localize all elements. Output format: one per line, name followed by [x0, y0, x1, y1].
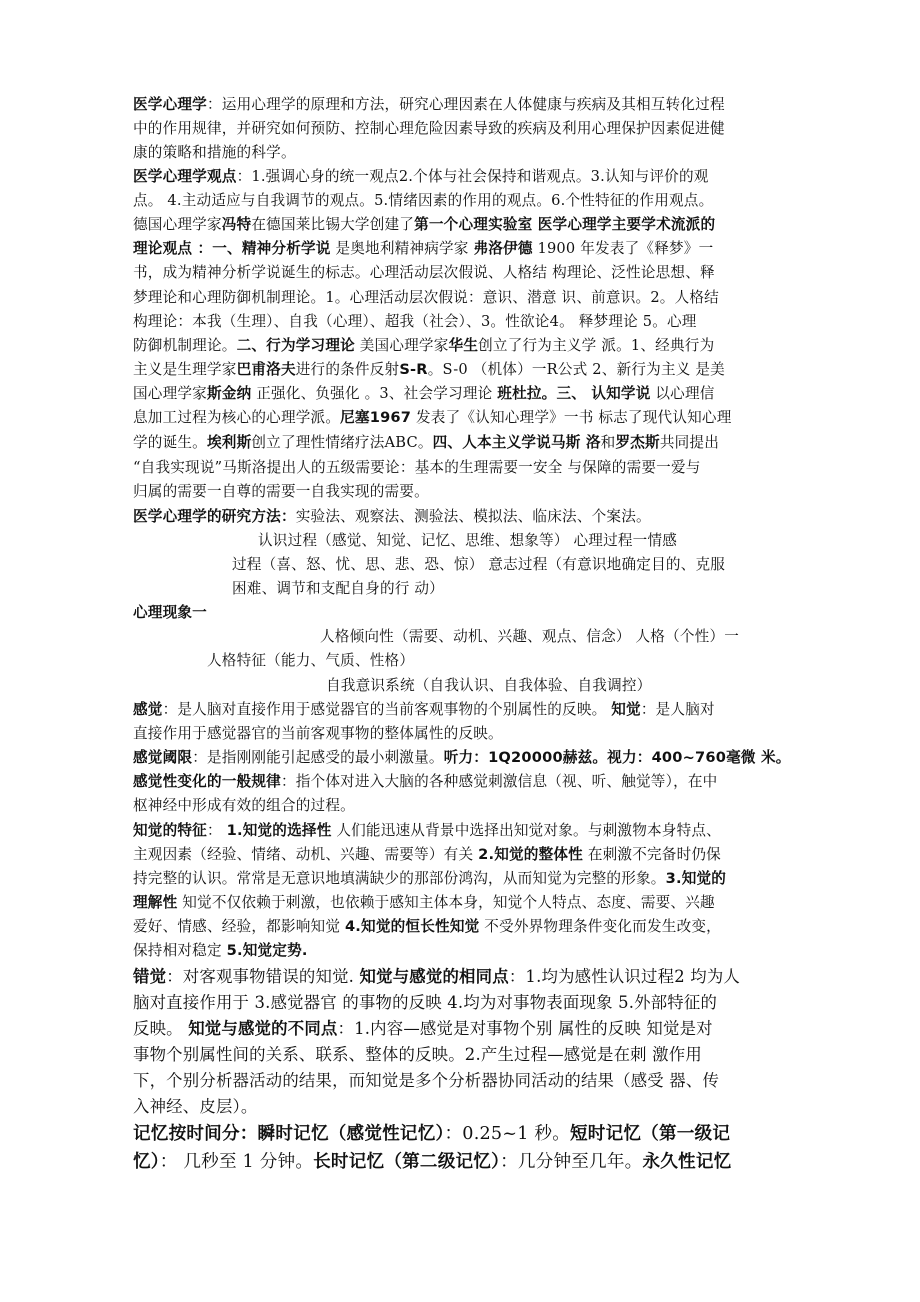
term-research-methods: 医学心理学的研究方法：: [133, 508, 296, 525]
text-line: [133, 263, 715, 283]
text-line: [133, 821, 721, 841]
text-span: 持完整的认识。常常是无意识地填满缺少的那部份鸿沟，从而知觉为完整的形象。: [133, 870, 666, 887]
text-span: 困难、调节和支配自身的行 动）: [232, 580, 444, 597]
text-span: 书，成为精神分析学说诞生的标志。心理活动层次假说、人格结 构理论、泛性论思想、释: [133, 264, 715, 281]
text-span: 梦理论和心理防御机制理论。1。心理活动层次假说：意识、潜意 识、前意识。2。人格结: [133, 289, 719, 306]
term-first-lab: 第一个心理实验室 医学心理学主要学术流派的: [414, 216, 716, 233]
term-bandura: 班杜拉。三、 认知学说: [497, 385, 651, 402]
text-line: [133, 408, 732, 428]
term-short-term: 短时记忆（第一级记: [569, 1124, 731, 1144]
term-perception: 知觉: [611, 701, 641, 718]
text-line: [232, 579, 444, 599]
text-line: [133, 239, 713, 259]
text-line: [133, 845, 721, 865]
text-line: [133, 796, 355, 816]
text-span: 美国心理学家: [354, 337, 449, 354]
term-illusion: 错觉: [133, 967, 167, 986]
text-line: [133, 869, 726, 889]
text-span: ：1.均为感性认识过程2 均为人: [508, 967, 741, 986]
text-line: [133, 991, 717, 1015]
text-span: 人格倾向性（需要、动机、兴趣、观点、信念） 人格（个性）一: [320, 628, 740, 645]
term-viewpoints: 医学心理学观点: [133, 168, 237, 185]
text-line: [133, 1043, 702, 1067]
text-span: 认识过程（感觉、知觉、记忆、思维、想象等） 心理过程一情感: [258, 532, 678, 549]
text-span: 以心理信: [650, 385, 715, 402]
text-line: [133, 433, 719, 453]
text-span: 主义是生理学家: [133, 361, 237, 378]
term-sensation-rules: 感觉性变化的一般规律: [133, 773, 281, 790]
text-span: ：0.25~1 秒。: [444, 1124, 570, 1144]
text-span: 国心理学家: [133, 385, 207, 402]
text-line: [133, 507, 651, 527]
text-line: [133, 336, 714, 356]
term-skinner: 斯金纳: [206, 385, 252, 402]
term-ellis: 埃利斯: [206, 434, 252, 451]
text-span: 发表了《认知心理学》一书 标志了现代认知心理: [411, 409, 732, 426]
text-span: ：1.内容—感觉是对事物个别 属性的反映 知觉是对: [337, 1019, 713, 1038]
text-span: 和: [600, 434, 616, 451]
term-pavlov: 巴甫洛夫: [236, 361, 296, 378]
text-line: [133, 288, 719, 308]
text-span: ：对客观事物错误的知觉.: [166, 967, 360, 986]
text-line: [133, 965, 740, 989]
text-span: 反映。: [133, 1019, 189, 1038]
text-span: ：: [206, 822, 227, 839]
text-span: 主观因素（经验、情绪、动机、兴趣、需要等）有关: [133, 846, 479, 863]
text-line: [133, 1095, 258, 1119]
text-span: 在德国莱比锡大学创建了: [251, 216, 415, 233]
text-span: 是奥地利精神病学家: [330, 240, 474, 257]
text-span: 。S-0 （机体）一R公式 2、新行为主义 是美: [427, 361, 725, 378]
text-line: [133, 312, 697, 332]
text-span: 共同提出: [659, 434, 720, 451]
text-span: 过程（喜、怒、忧、思、悲、恐、惊） 意志过程（有意识地确定目的、克服: [232, 556, 726, 573]
text-line: [207, 651, 414, 671]
text-line: [133, 191, 713, 211]
text-span: 归属的需要一自尊的需要一自我实现的需要。: [133, 483, 429, 500]
text-line: [133, 1017, 713, 1041]
text-span: 在刺激不完备时仍保: [582, 846, 721, 863]
term-behaviorism: 二、行为学习理论: [236, 337, 355, 354]
text-line: [133, 700, 715, 720]
text-span: 学的诞生。: [133, 434, 207, 451]
text-line: [133, 384, 715, 404]
term-selectivity: 1.知觉的选择性: [226, 822, 332, 839]
text-span: 自我意识系统（自我认识、自我体验、自我调控）: [326, 677, 652, 694]
text-span: ：1.强调心身的统一观点2.个体与社会保持和谐观点。3.认知与评价的观: [236, 168, 709, 185]
text-span: 正强化、负强化 。3、社会学习理论: [251, 385, 498, 402]
text-span: ： 几秒至 1 分钟。: [159, 1152, 314, 1172]
term-sensation: 感觉: [133, 701, 163, 718]
text-line: [133, 360, 725, 380]
term-constancy: 4.知觉的恒长性知觉: [344, 918, 480, 935]
term-perception-features: 知觉的特征: [133, 822, 207, 839]
text-line: [133, 941, 308, 961]
text-span: 防御机制理论。: [133, 337, 237, 354]
term-threshold: 感觉阈限: [133, 749, 193, 766]
text-span: 人格特征（能力、气质、性格）: [207, 652, 415, 669]
term-understanding: 3.知觉的: [665, 870, 727, 887]
text-line: [133, 603, 207, 623]
text-line: [326, 676, 651, 696]
text-span: 下，个别分析器活动的结果，而知觉是多个分析器协同活动的结果（感受 器、传: [133, 1071, 720, 1090]
text-span: ：几分钟至几年。: [500, 1152, 643, 1172]
text-span: ：是人脑对: [640, 701, 715, 718]
term-rogers: 罗杰斯: [615, 434, 660, 451]
text-line: [133, 1122, 730, 1146]
text-span: 脑对直接作用于 3.感觉器官 的事物的反映 4.均为对事物表面现象 5.外部特征的: [133, 993, 718, 1012]
term-psychoanalysis: 理论观点 ：一、精神分析学说: [133, 240, 331, 257]
text-span: 1900 年发表了《释梦》一: [532, 240, 714, 257]
text-line: [133, 1150, 731, 1174]
text-span: 事物个别属性间的关系、联系、整体的反映。2.产生过程—感觉是在刺 激作用: [133, 1045, 702, 1064]
term-diff-points: 知觉与感觉的不同点: [188, 1019, 338, 1038]
text-span: 知觉不仅依赖于刺激，也依赖于感知主体本身，知觉个人特点、态度、需要、兴趣: [177, 894, 715, 911]
term-watson: 华生: [448, 337, 479, 354]
text-line: [133, 724, 503, 744]
text-line: [133, 458, 701, 478]
text-span: 枢神经中形成有效的组合的过程。: [133, 797, 355, 814]
text-span: ：运用心理学的原理和方法，研究心理因素在人体健康与疾病及其相互转化过程: [206, 96, 725, 113]
text-span: 不受外界物理条件变化而发生改变，: [479, 918, 721, 935]
text-line: [133, 917, 721, 937]
term-neisser: 尼塞1967: [340, 409, 412, 426]
text-span: 构理论：本我（生理）、自我（心理）、超我（社会）、3。性欲论4。 释梦理论 5。心理: [133, 313, 697, 330]
text-span: 保持相对稳定: [133, 942, 227, 959]
text-line: [320, 627, 739, 647]
text-span: 进行的条件反射: [295, 361, 400, 378]
text-span: 爱好、情感、经验，都影响知觉: [133, 918, 345, 935]
text-line: [133, 772, 717, 792]
text-span: 息加工过程为核心的心理学派。: [133, 409, 341, 426]
text-span: 德国心理学家: [133, 216, 222, 233]
term-humanism: 四、人本主义学说马斯 洛: [432, 434, 601, 451]
term-s-r: S-R: [399, 361, 428, 378]
text-line: [232, 555, 725, 575]
term-memory-cont: 忆）: [133, 1152, 160, 1172]
text-line: [258, 531, 677, 551]
term-set: 5.知觉定势.: [226, 942, 308, 959]
text-line: [133, 95, 725, 115]
term-integrity: 2.知觉的整体性: [478, 846, 583, 863]
text-span: ：是人脑对直接作用于感觉器官的当前客观事物的个别属性的反映。: [162, 701, 612, 718]
text-span: 中的作用规律，并研究如何预防、控制心理危险因素导致的疾病及利用心理保护因素促进健: [133, 120, 725, 137]
text-span: 创立了行为主义学 派。1、经典行为: [478, 337, 715, 354]
text-span: 人们能迅速从背景中选择出知觉对象。与刺激物本身特点、: [331, 822, 721, 839]
text-line: [133, 119, 725, 139]
text-line: [133, 1069, 719, 1093]
text-span: 康的策略和措施的科学。: [133, 144, 296, 161]
term-same-points: 知觉与感觉的相同点: [359, 967, 509, 986]
text-span: 入神经、皮层）。: [133, 1097, 258, 1116]
text-span: 实验法、观察法、测验法、模拟法、临床法、个案法。: [295, 508, 651, 525]
text-line: [133, 215, 715, 235]
term-medical-psychology: 医学心理学: [133, 96, 207, 113]
term-wundt: 冯特: [221, 216, 252, 233]
text-span: 创立了理性情绪疗法ABC。: [251, 434, 433, 451]
term-psych-phenomena: 心理现象一: [133, 604, 207, 621]
text-line: [133, 143, 296, 163]
text-line: [133, 893, 715, 913]
text-span: 点。 4.主动适应与自我调节的观点。5.情绪因素的作用的观点。6.个性特征的作用观点。: [133, 192, 714, 209]
text-span: 直接作用于感觉器官的当前客观事物的整体属性的反映。: [133, 725, 503, 742]
term-freud: 弗洛伊德: [473, 240, 533, 257]
text-span: ：是指刚刚能引起感受的最小刺激量。: [192, 749, 444, 766]
term-long-term: 长时记忆（第二级记忆）: [313, 1152, 501, 1172]
text-line: [133, 482, 429, 502]
term-permanent: 永久性记忆: [642, 1152, 732, 1172]
term-memory-time: 记忆按时间分：瞬时记忆（感觉性记忆）: [133, 1124, 445, 1144]
text-line: [133, 748, 791, 768]
text-line: [133, 167, 709, 187]
text-span: ：指个体对进入大脑的各种感觉刺激信息（视、听、触觉等），在中: [280, 773, 718, 790]
term-hearing-vision: 听力：1Q20000赫兹。视力：400~760毫微 米。: [443, 749, 791, 766]
term-understanding-2: 理解性: [133, 894, 178, 911]
text-span: “自我实现说”马斯洛提出人的五级需要论：基本的生理需要一安全 与保障的需要一爱与: [133, 459, 701, 476]
